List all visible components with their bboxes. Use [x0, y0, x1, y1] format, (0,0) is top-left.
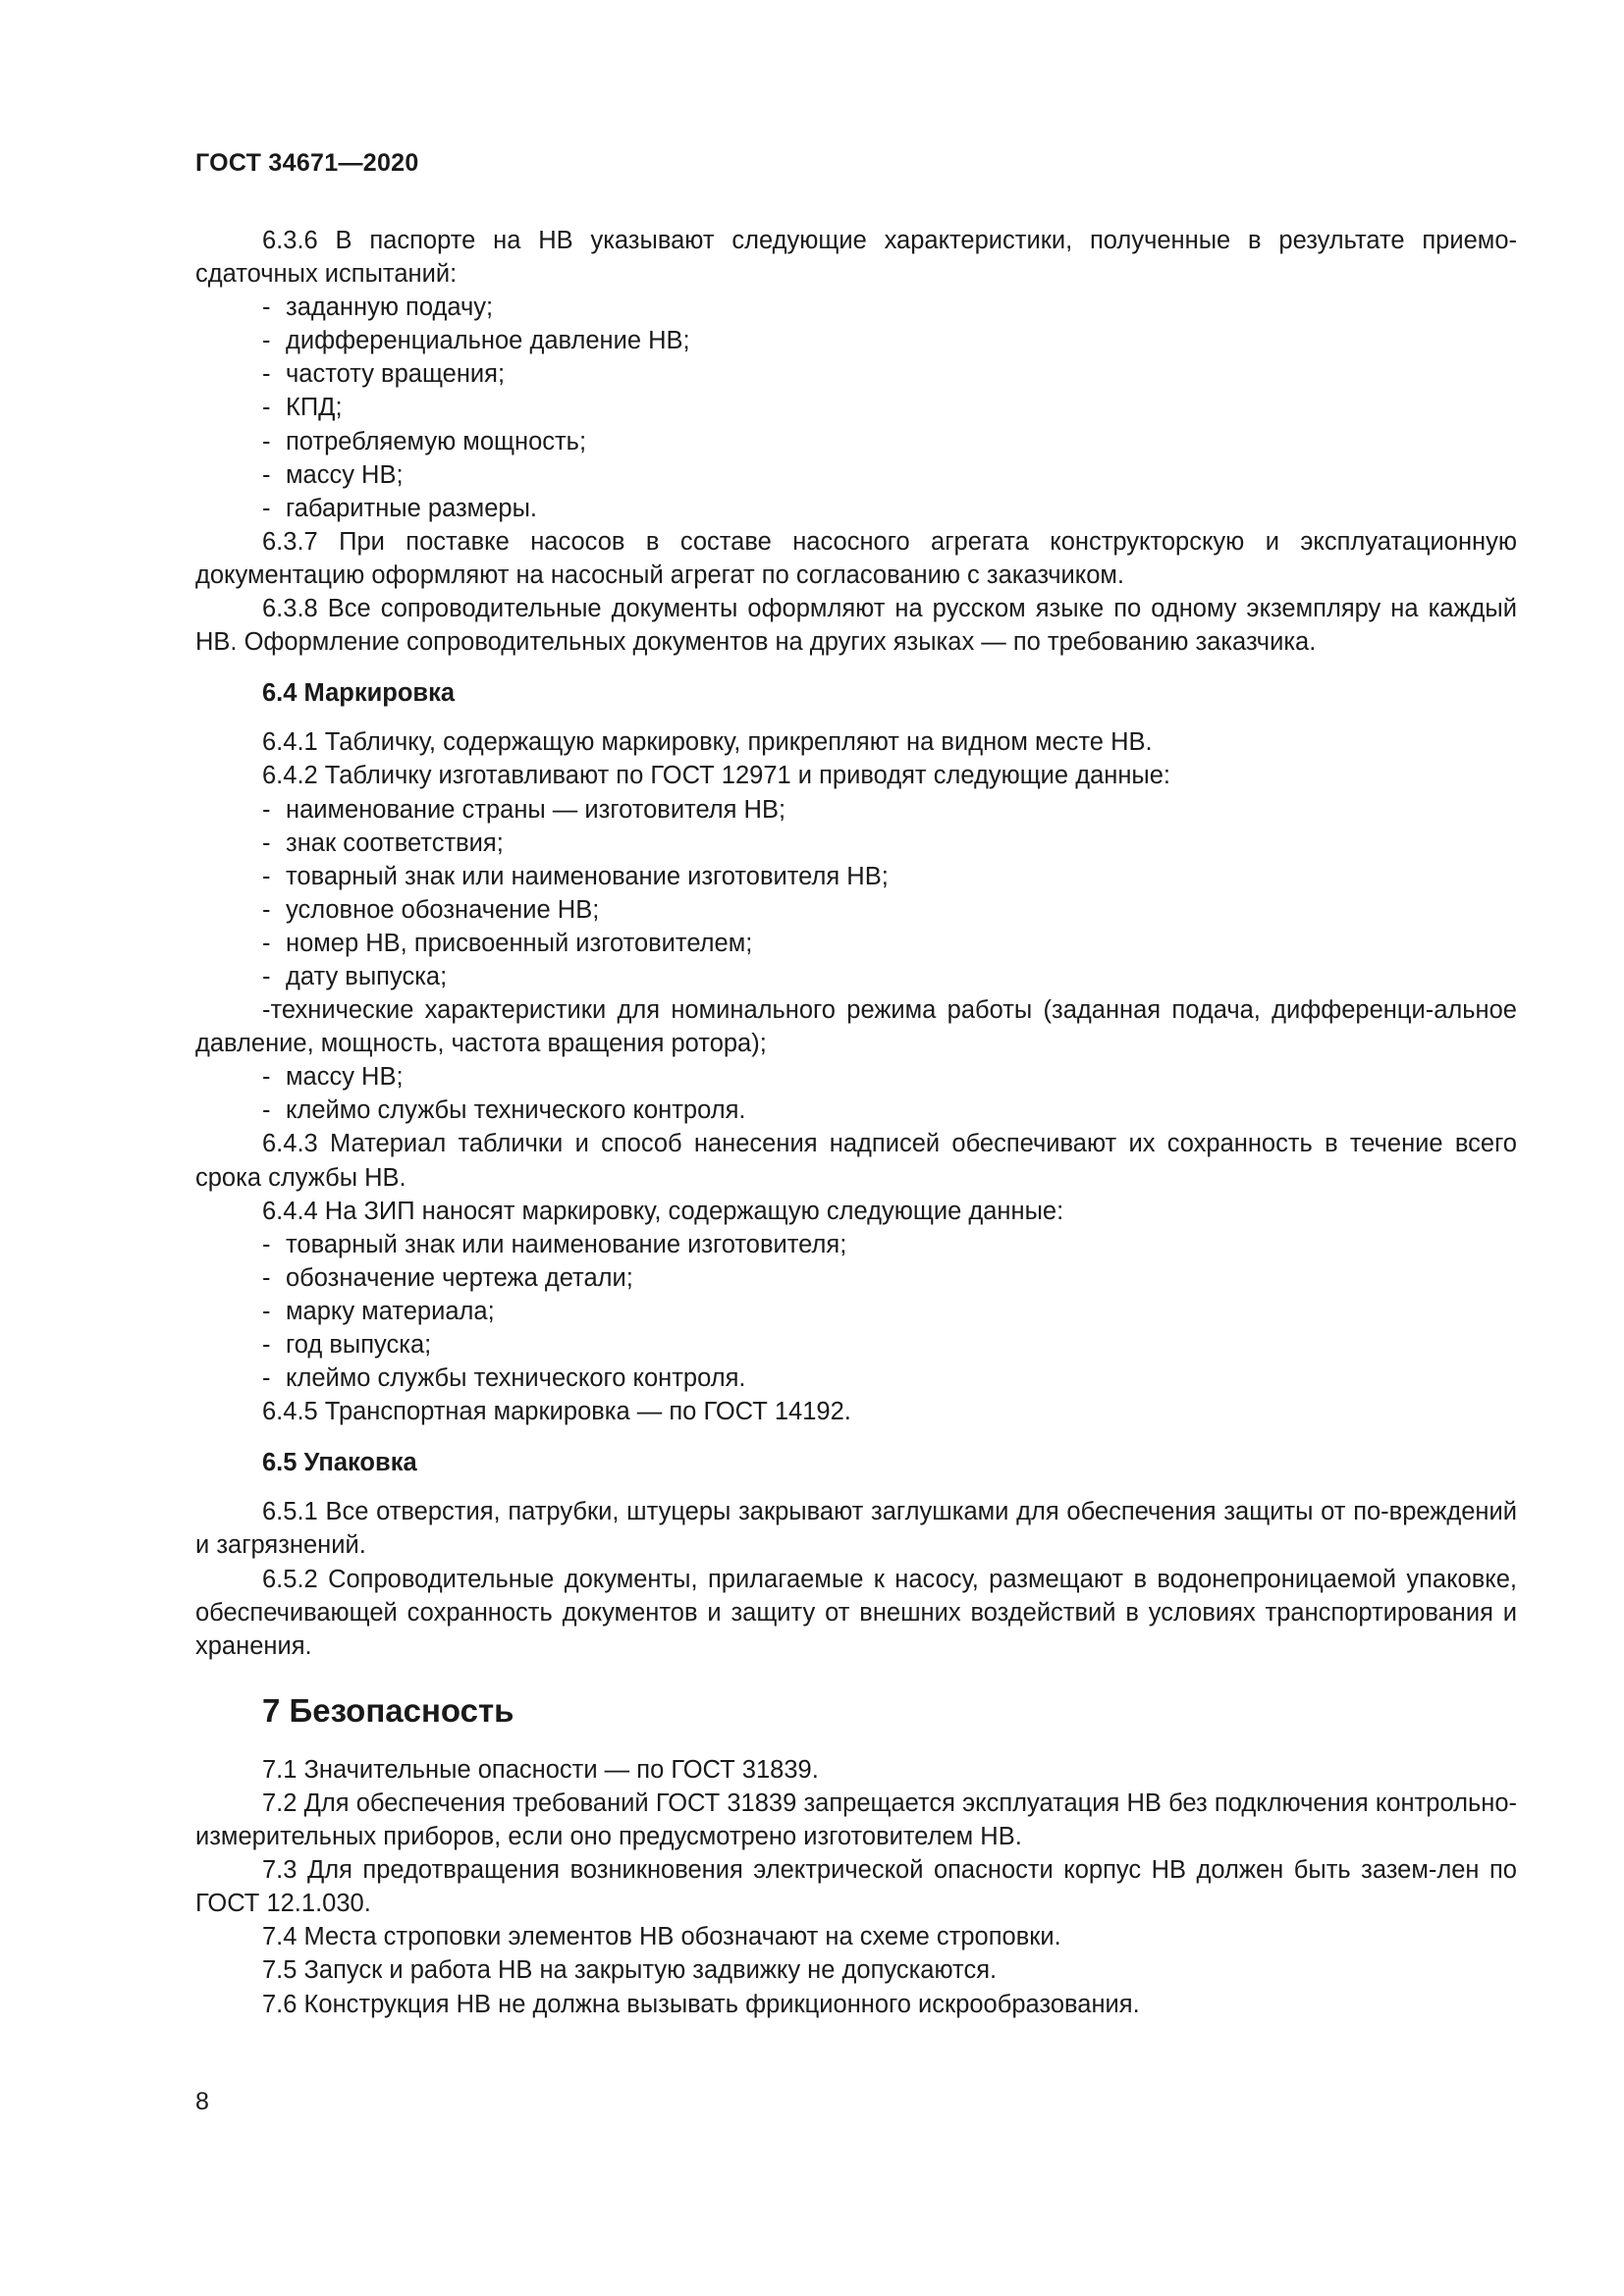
document-header: ГОСТ 34671—2020: [195, 149, 419, 177]
list-item: [195, 793, 1517, 827]
list-item-text: дифференциальное давление НВ;: [286, 327, 690, 355]
paragraph: 7.3 Для предотвращения возникновения электрической опасности корпус НВ должен быть зазем-лен по ГОСТ 12.1.030.: [195, 1856, 1517, 1918]
list-marker: -: [262, 1331, 271, 1359]
list-marker: -: [262, 1364, 271, 1393]
paragraph: 7.5 Запуск и работа НВ на закрытую задвижку не допускаются.: [262, 1956, 998, 1985]
section-heading: 6.4 Маркировка: [262, 679, 456, 708]
list-marker: -: [262, 394, 271, 422]
list-item-text: клеймо службы технического контроля.: [286, 1096, 746, 1125]
list-item-text: наименование страны — изготовителя НВ;: [286, 795, 786, 824]
list-marker: -: [262, 862, 271, 890]
paragraph: 6.5.1 Все отверстия, патрубки, штуцеры закрывают заглушками для обеспечения защиты от по-вреждений и загрязнений.: [195, 1498, 1517, 1560]
list-marker: -: [262, 1063, 271, 1092]
list-item-text: товарный знак или наименование изготовителя;: [286, 1230, 847, 1258]
paragraph: 7.4 Места строповки элементов НВ обозначают на схеме строповки.: [262, 1923, 1061, 1951]
list-item-text: заданную подачу;: [286, 294, 494, 322]
list-marker: -: [262, 1096, 271, 1125]
list-marker: -: [262, 327, 271, 355]
list-item: [195, 1060, 1517, 1094]
paragraph: 7.1 Значительные опасности — по ГОСТ 31839.: [262, 1755, 819, 1784]
list-item: [195, 860, 1517, 893]
paragraph: 7.6 Конструкция НВ не должна вызывать фрикционного искрообразования.: [262, 1990, 1140, 2018]
paragraph: 6.4.5 Транспортная маркировка — по ГОСТ 14192.: [262, 1398, 851, 1426]
section-heading: 6.5 Упаковка: [262, 1449, 417, 1477]
paragraph: 7.2 Для обеспечения требований ГОСТ 31839 запрещается эксплуатация НВ без подключения контрольно-измерительных приборов, если оно предусмотрено изготовителем НВ.: [195, 1789, 1517, 1851]
list-item-text: габаритные размеры.: [286, 494, 537, 522]
list-item-text: дату выпуска;: [286, 962, 448, 990]
list-item: [195, 1295, 1517, 1328]
paragraph: 6.4.4 На ЗИП наносят маркировку, содержащую следующие данные:: [262, 1197, 1064, 1225]
list-item-text: массу НВ;: [286, 460, 404, 489]
list-item-text: марку материала;: [286, 1297, 495, 1325]
list-marker: -: [262, 460, 271, 489]
list-marker: -: [262, 795, 271, 824]
list-marker: -: [262, 828, 271, 857]
list-item: [195, 324, 1517, 357]
list-item-text: товарный знак или наименование изготовителя НВ;: [286, 862, 889, 890]
document-body: [195, 224, 1517, 2021]
list-item-text: КПД;: [286, 394, 343, 422]
paragraph: 6.5.2 Сопроводительные документы, прилагаемые к насосу, размещают в водонепроницаемой упаковке, обеспечивающей сохранность документов и защиту от внешних воздействий в условиях транспортирования и хранения.: [195, 1565, 1517, 1660]
list-item-text: массу НВ;: [286, 1063, 404, 1092]
paragraph: 6.3.8 Все сопроводительные документы оформляют на русском языке по одному экземпляру на каждый НВ. Оформление сопроводительных документов на других языках — по требованию заказчика.: [195, 595, 1517, 657]
list-item-text: условное обозначение НВ;: [286, 895, 600, 924]
list-marker: -: [262, 427, 271, 455]
list-item-text: обозначение чертежа детали;: [286, 1263, 633, 1292]
list-item: [195, 1094, 1517, 1127]
list-item: [195, 492, 1517, 525]
list-item: [195, 893, 1517, 927]
list-item: [195, 1328, 1517, 1362]
list-item-text: знак соответствия;: [286, 828, 504, 857]
list-item-text: год выпуска;: [286, 1331, 432, 1359]
list-item: [195, 927, 1517, 960]
list-marker: -: [262, 929, 271, 957]
paragraph: 6.4.3 Материал таблички и способ нанесения надписей обеспечивают их сохранность в течение всего срока службы НВ.: [195, 1130, 1517, 1192]
chapter-heading: 7 Безопасность: [262, 1691, 514, 1729]
list-item-text: потребляемую мощность;: [286, 427, 587, 455]
list-item-wrapped: [195, 993, 1517, 1060]
list-item: [195, 1228, 1517, 1261]
list-item: [195, 357, 1517, 391]
paragraph: 6.3.7 При поставке насосов в составе насосного агрегата конструкторскую и эксплуатационную документацию оформляют на насосный агрегат по согласованию с заказчиком.: [195, 527, 1517, 589]
list-item: [195, 827, 1517, 860]
list-item-text: частоту вращения;: [286, 360, 506, 389]
list-marker: -: [262, 360, 271, 389]
list-item: [195, 960, 1517, 993]
list-item-text: номер НВ, присвоенный изготовителем;: [286, 929, 753, 957]
list-item: [195, 1261, 1517, 1295]
list-marker: -: [262, 895, 271, 924]
list-item: [195, 1362, 1517, 1395]
list-marker: -: [262, 294, 271, 322]
paragraph: 6.4.2 Табличку изготавливают по ГОСТ 12971 и приводят следующие данные:: [262, 762, 1171, 790]
list-marker: -: [262, 1230, 271, 1258]
paragraph: 6.3.6 В паспорте на НВ указывают следующие характеристики, полученные в результате приемо-сдаточных испытаний:: [195, 227, 1517, 289]
list-item: [195, 458, 1517, 492]
list-item: [195, 391, 1517, 424]
list-item-text: технические характеристики для номинального режима работы (заданная подача, дифференци-альное давление, мощность, частота вращения ротора);: [195, 996, 1517, 1058]
list-item-text: клеймо службы технического контроля.: [286, 1364, 746, 1393]
list-item: [195, 291, 1517, 324]
list-marker: -: [262, 962, 271, 990]
page-number: 8: [195, 2088, 209, 2115]
list-marker: -: [262, 1297, 271, 1325]
list-marker: -: [262, 1263, 271, 1292]
paragraph: 6.4.1 Табличку, содержащую маркировку, прикрепляют на видном месте НВ.: [262, 728, 1153, 757]
list-item: [195, 425, 1517, 458]
list-marker: -: [262, 996, 271, 1025]
list-marker: -: [262, 494, 271, 522]
